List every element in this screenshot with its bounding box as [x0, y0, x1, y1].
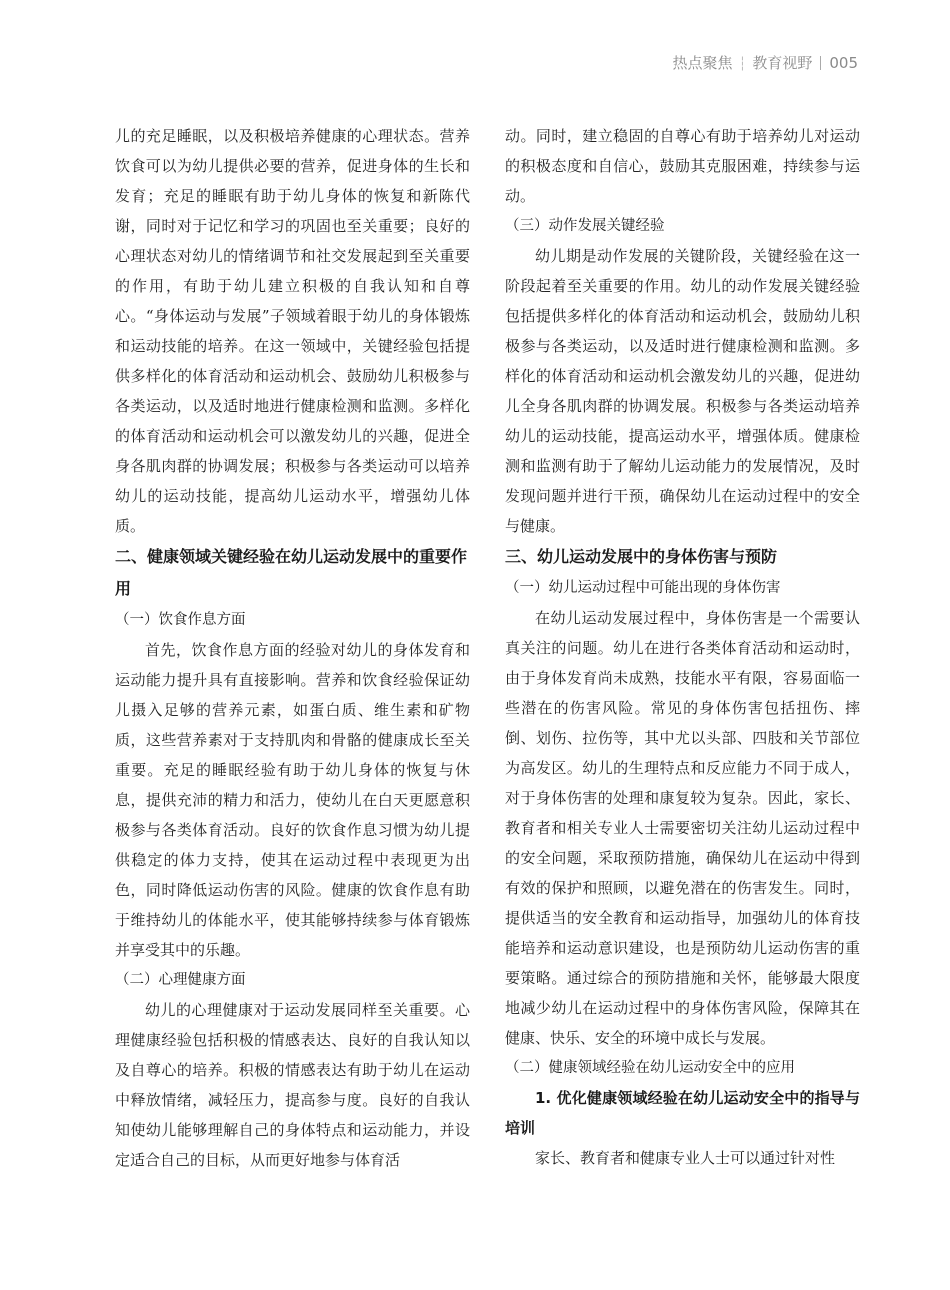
subsection-heading-diet: （一）饮食作息方面 — [115, 612, 246, 628]
header-section: 热点聚焦 — [672, 54, 733, 72]
section-heading-3: 三、幼儿运动发展中的身体伤害与预防 — [505, 547, 778, 566]
subsection-heading-application: （二）健康领域经验在幼儿运动安全中的应用 — [505, 1060, 795, 1076]
paragraph: 首先，饮食作息方面的经验对幼儿的身体发育和运动能力提升具有直接影响。营养和饮食经验保证幼儿摄入足够的营养元素，如蛋白质、维生素和矿物质，这些营养素对于支持肌肉和骨骼的健康成长至关重要。充足的睡眠经验有助于幼儿身体的恢复与休息，提供充沛的精力和活力，使幼儿在白天更愿意积极参与各类体育活动。良好的饮食作息习惯为幼儿提供稳定的体力支持，使其在运动过程中表现更为出色，同时降低运动伤害的风险。健康的饮食作息有助于维持幼儿的体能水平，使其能够持续参与体育锻炼并享受其中的乐趣。 — [115, 641, 470, 959]
left-column — [115, 121, 470, 1175]
header-divider — [820, 56, 821, 70]
paragraph: 儿的充足睡眠，以及积极培养健康的心理状态。营养饮食可以为幼儿提供必要的营养，促进身体的生长和发育；充足的睡眠有助于幼儿身体的恢复和新陈代谢，同时对于记忆和学习的巩固也至关重要；良好的心理状态对幼儿的情绪调节和社交发展起到至关重要的作用，有助于幼儿建立积极的自我认知和自尊心。“身体运动与发展”子领域着眼于幼儿的身体锻炼和运动技能的培养。在这一领域中，关键经验包括提供多样化的体育活动和运动机会、鼓励幼儿积极参与各类运动，以及适时地进行健康检测和监测。多样化的体育活动和运动机会可以激发幼儿的兴趣，促进全身各肌肉群的协调发展；积极参与各类运动可以培养幼儿的运动技能，提高幼儿运动水平，增强幼儿体质。 — [115, 127, 470, 535]
subsection-heading-mental: （二）心理健康方面 — [115, 972, 246, 988]
section-heading-2: 二、健康领域关键经验在幼儿运动发展中的重要作用 — [115, 547, 468, 598]
paragraph: 幼儿期是动作发展的关键阶段，关键经验在这一阶段起着至关重要的作用。幼儿的动作发展关键经验包括提供多样化的体育活动和运动机会，鼓励幼儿积极参与各类运动，以及适时进行健康检测和监测。多样化的体育活动和运动机会激发幼儿的兴趣，促进幼儿全身各肌肉群的协调发展。积极参与各类运动培养幼儿的运动技能，提高运动水平，增强体质。健康检测和监测有助于了解幼儿运动能力的发展情况，及时发现问题并进行干预，确保幼儿在运动过程中的安全与健康。 — [505, 247, 860, 535]
paragraph: 幼儿的心理健康对于运动发展同样至关重要。心理健康经验包括积极的情感表达、良好的自我认知以及自尊心的培养。积极的情感表达有助于幼儿在运动中释放情绪，减轻压力，提高参与度。良好的自我认知使幼儿能够理解自己的身体特点和运动能力，并设定适合自己的目标，从而更好地参与体育活 — [115, 1001, 470, 1169]
page-number: 005 — [829, 54, 858, 72]
paragraph: 动。同时，建立稳固的自尊心有助于培养幼儿对运动的积极态度和自信心，鼓励其克服困难，持续参与运动。 — [505, 127, 860, 205]
subsection-heading-injuries: （一）幼儿运动过程中可能出现的身体伤害 — [505, 580, 781, 596]
header-column: 教育视野 — [752, 54, 813, 72]
header-separator: ┆ — [738, 57, 747, 72]
subsection-heading-motor: （三）动作发展关键经验 — [505, 218, 665, 234]
running-header — [673, 52, 859, 73]
paragraph: 家长、教育者和健康专业人士可以通过针对性 — [535, 1149, 836, 1167]
numbered-heading: 1. 优化健康领域经验在幼儿运动安全中的指导与培训 — [505, 1089, 860, 1137]
right-column — [505, 121, 860, 1173]
paragraph: 在幼儿运动发展过程中，身体伤害是一个需要认真关注的问题。幼儿在进行各类体育活动和运动时，由于身体发育尚未成熟，技能水平有限，容易面临一些潜在的伤害风险。常见的身体伤害包括扭伤、摔倒、划伤、拉伤等，其中尤以头部、四肢和关节部位为高发区。幼儿的生理特点和反应能力不同于成人，对于身体伤害的处理和康复较为复杂。因此，家长、教育者和相关专业人士需要密切关注幼儿运动过程中的安全问题，采取预防措施，确保幼儿在运动中得到有效的保护和照顾，以避免潜在的伤害发生。同时，提供适当的安全教育和运动指导，加强幼儿的体育技能培养和运动意识建设，也是预防幼儿运动伤害的重要策略。通过综合的预防措施和关怀，能够最大限度地减少幼儿在运动过程中的身体伤害风险，保障其在健康、快乐、安全的环境中成长与发展。 — [505, 609, 860, 1047]
